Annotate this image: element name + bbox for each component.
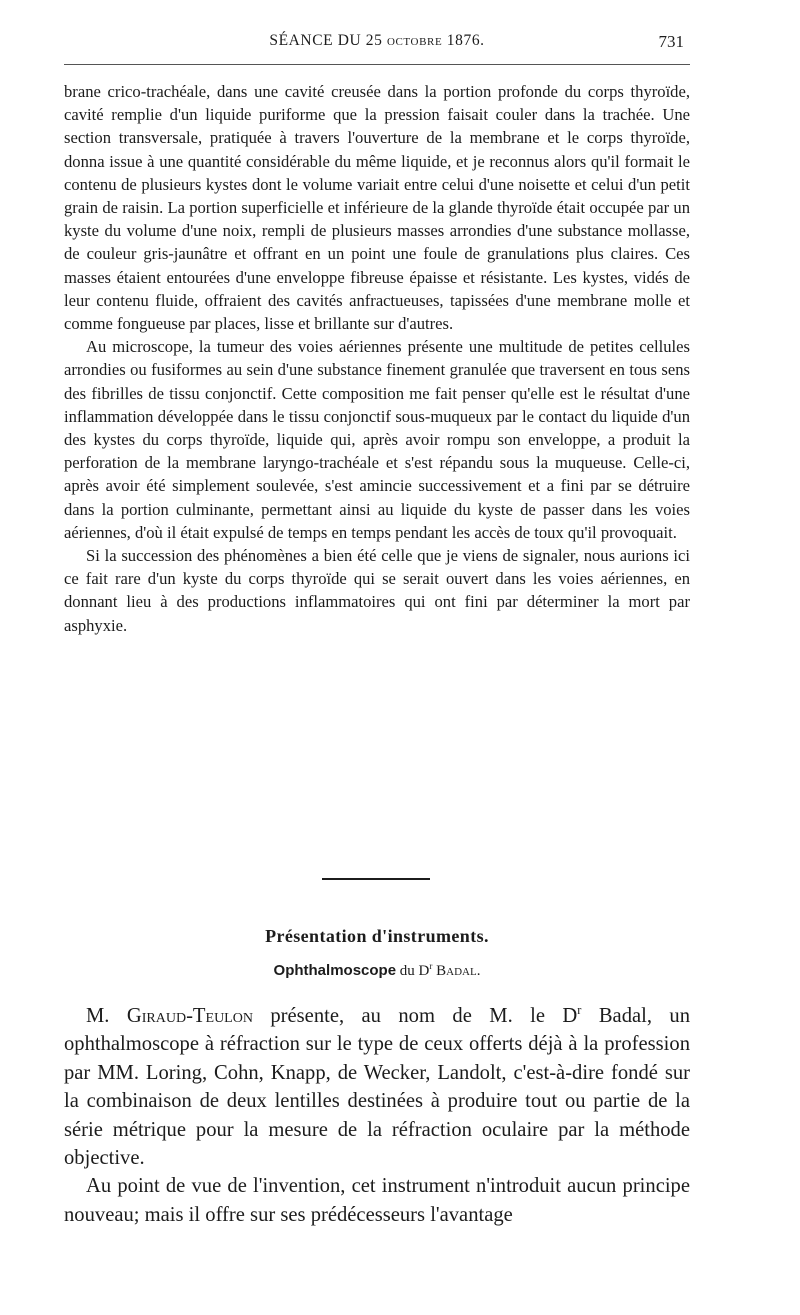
subsection-title-du: du D [396,963,430,979]
running-title-month: octobre [386,32,443,49]
subsection-title [64,962,690,980]
page-number: 731 [658,32,684,51]
paragraph-1: brane crico-trachéale, dans une cavité creusée dans la portion profonde du corps thyroïde, cavité remplie d'un liquide puriforme que la pression faisait couler dans la trachée. Une section transversale, pratiquée à travers l'ouverture de la membrane et le corps thyroïde, donna issue à une quantité considérable du même liquide, et je reconnus alors qu'il formait le contenu de plusieurs kystes dont le volume variait entre celui d'une noisette et celui d'un petit grain de raisin. La portion superficielle et inférieure de la glande thyroïde était occupée par un kyste du volume d'une noix, rempli de plusieurs masses arrondies d'une substance mollasse, de couleur gris-jaunâtre et offrant en un point une foule de granulations plus claires. Ces masses étaient entourées d'une enveloppe fibreuse épaisse et résistante. Les kystes, vidés de leur contenu fluide, offraient des cavités anfractueuses, tapissées d'une membrane molle et comme fongueuse par places, lisse et brillante sur d'autres. [64,82,690,334]
running-title-day: 25 [365,32,383,49]
presentation-paragraph-1-b: Badal, un ophthalmoscope à réfraction sur le type de ceux offerts déjà à la profession par MM. Loring, Cohn, Knapp, de Wecker, Landolt, c'est-à-dire fondé sur la combinaison de deux lentilles destinées à produire tout ou partie de la série métrique pour la mesure de la réfraction oculaire par la méthode objective. [64,1005,691,1170]
presentation-paragraph-1-a: présente, au nom de M. le D [252,1005,578,1027]
presentation-paragraph-1 [64,1002,690,1172]
running-title-year: 1876. [446,32,485,49]
presentation-paragraph-2: Au point de vue de l'invention, cet instrument n'introduit aucun principe nouveau; mais il offre sur ses prédécesseurs l'avantage [64,1175,690,1226]
running-head [64,32,690,56]
running-title [64,32,690,50]
presentation-text [64,1002,690,1229]
page [64,0,690,1315]
paragraph-2: Au microscope, la tumeur des voies aériennes présente une multitude de petites cellules arrondies ou fusiformes au sein d'une substance finement granulée que traversent en tous sens des fibrilles de tissu conjonctif. Cette composition me fait penser qu'elle est le résultat d'une inflammation développée dans le tissu conjonctif sous-muqueux par le contact du liquide d'un des kystes du corps thyroïde, liquide qui, après avoir rompu son enveloppe, a produit la perforation de la membrane laryngo-trachéale et s'est répandu sous la muqueuse. Celle-ci, après avoir été simplement soulevée, s'est amincie successivement et a fini par se détruire dans la portion culminante, permettant ainsi au liquide du kyste de passer dans les voies aériennes, d'où il était expulsé de temps en temps pendant les accès de toux qu'il provoquait. [64,337,690,542]
subsection-title-sup: r [429,961,433,971]
paragraph-3: Si la succession des phénomènes a bien été celle que je viens de signaler, nous aurions ici ce fait rare d'un kyste du corps thyroïde qui se serait ouvert dans les voies aériennes, en donnant lieu à des productions inflammatoires qui ont fini par déterminer la mort par asphyxie. [64,546,690,635]
speaker-name: M. Giraud-Teulon [86,1005,253,1027]
section-divider [322,878,430,880]
header-rule [64,64,690,65]
subsection-title-main: Ophthalmoscope [273,962,397,979]
body-text [64,80,690,637]
presentation-paragraph-1-sup: r [577,1003,582,1018]
section-title: Présentation d'instruments. [265,926,489,946]
running-title-prefix: SÉANCE DU [269,32,366,49]
subsection-title-name: Badal. [432,963,481,979]
